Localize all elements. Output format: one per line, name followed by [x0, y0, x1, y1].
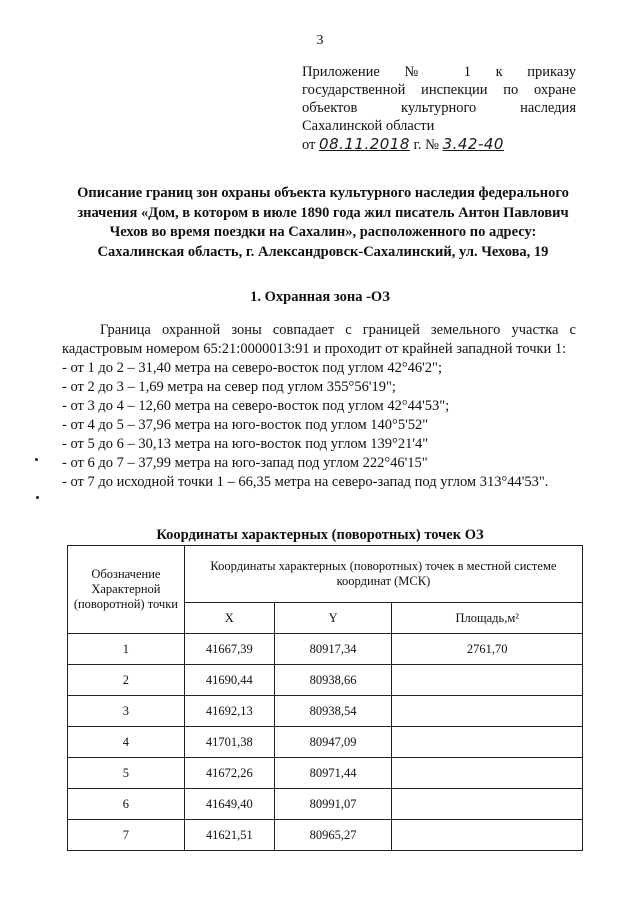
appendix-order-line — [302, 135, 576, 154]
description-body — [62, 321, 576, 492]
coordinates-table — [67, 545, 583, 851]
cell-y: 80938,54 — [274, 696, 392, 727]
appendix-line-3: объектов культурного наследия — [302, 100, 576, 116]
page-number: 3 — [316, 33, 324, 48]
header-x: X — [184, 603, 274, 634]
cell-y: 80991,07 — [274, 789, 392, 820]
appendix-line-2: государственной инспекции по охране — [302, 82, 576, 98]
table-row — [68, 789, 583, 820]
cell-point: 2 — [68, 665, 185, 696]
header-area: Площадь,м² — [392, 603, 583, 634]
scan-dot — [35, 458, 38, 461]
cell-x: 41649,40 — [184, 789, 274, 820]
table-row — [68, 758, 583, 789]
table-row — [68, 820, 583, 851]
segment-2-3: - от 2 до 3 – 1,69 метра на север под углом 355°56'19"; — [62, 379, 396, 395]
cell-area — [392, 820, 583, 851]
date-prefix: от — [302, 137, 316, 153]
table-row — [68, 727, 583, 758]
segment-5-6: - от 5 до 6 – 30,13 метра на юго-восток под углом 139°21'4" — [62, 436, 429, 452]
document-title: Описание границ зон охраны объекта культурного наследия федерального значения «Дом, в котором в июле 1890 года жил писатель Антон Павлович Чехов во время поездки на Сахалин», расположенного по адресу: Сахалинская область, г. Александровск-Сахалинский, ул. Чехова, 19 — [77, 185, 569, 260]
cell-y: 80965,27 — [274, 820, 392, 851]
cell-x: 41692,13 — [184, 696, 274, 727]
cell-x: 41672,26 — [184, 758, 274, 789]
cell-point: 3 — [68, 696, 185, 727]
cell-x: 41690,44 — [184, 665, 274, 696]
segment-7-1: - от 7 до исходной точки 1 – 66,35 метра на северо-запад под углом 313°44'53". — [62, 474, 549, 490]
cell-x: 41621,51 — [184, 820, 274, 851]
header-point: Обозначение Характерной (поворотной) точки — [68, 546, 185, 634]
header-coords-group: Координаты характерных (поворотных) точек в местной системе координат (МСК) — [184, 546, 582, 603]
cell-area — [392, 758, 583, 789]
cell-point: 4 — [68, 727, 185, 758]
table-row — [68, 634, 583, 665]
appendix-line-4: Сахалинской области — [302, 118, 435, 134]
cell-x: 41667,39 — [184, 634, 274, 665]
cell-area: 2761,70 — [392, 634, 583, 665]
cell-y: 80938,66 — [274, 665, 392, 696]
table-row — [68, 665, 583, 696]
cell-area — [392, 696, 583, 727]
intro-paragraph: Граница охранной зоны совпадает с границей земельного участка с кадастровым номером 65:21:0000013:91 и проходит от крайней западной точки 1: — [62, 322, 576, 357]
cell-y: 80947,09 — [274, 727, 392, 758]
table-row — [68, 696, 583, 727]
handwritten-date: 08.11.2018 — [319, 135, 410, 153]
scan-dot — [36, 496, 39, 499]
cell-x: 41701,38 — [184, 727, 274, 758]
table-header-row — [68, 546, 583, 603]
cell-point: 1 — [68, 634, 185, 665]
cell-point: 5 — [68, 758, 185, 789]
cell-y: 80917,34 — [274, 634, 392, 665]
cell-area — [392, 789, 583, 820]
segment-4-5: - от 4 до 5 – 37,96 метра на юго-восток под углом 140°5'52" — [62, 417, 429, 433]
cell-point: 7 — [68, 820, 185, 851]
number-label: г. № — [413, 137, 439, 153]
cell-area — [392, 727, 583, 758]
segment-1-2: - от 1 до 2 – 31,40 метра на северо-восток под углом 42°46'2"; — [62, 360, 442, 376]
table-title: Координаты характерных (поворотных) точек ОЗ — [156, 527, 484, 543]
handwritten-number: 3.42-40 — [442, 135, 504, 153]
header-y: Y — [274, 603, 392, 634]
section-heading: 1. Охранная зона -ОЗ — [250, 289, 390, 305]
cell-y: 80971,44 — [274, 758, 392, 789]
appendix-line-1: Приложение № 1 к приказу — [302, 64, 576, 80]
cell-area — [392, 665, 583, 696]
segment-3-4: - от 3 до 4 – 12,60 метра на северо-восток под углом 42°44'53"; — [62, 398, 450, 414]
cell-point: 6 — [68, 789, 185, 820]
appendix-block — [302, 63, 576, 154]
segment-6-7: - от 6 до 7 – 37,99 метра на юго-запад под углом 222°46'15" — [62, 455, 428, 471]
